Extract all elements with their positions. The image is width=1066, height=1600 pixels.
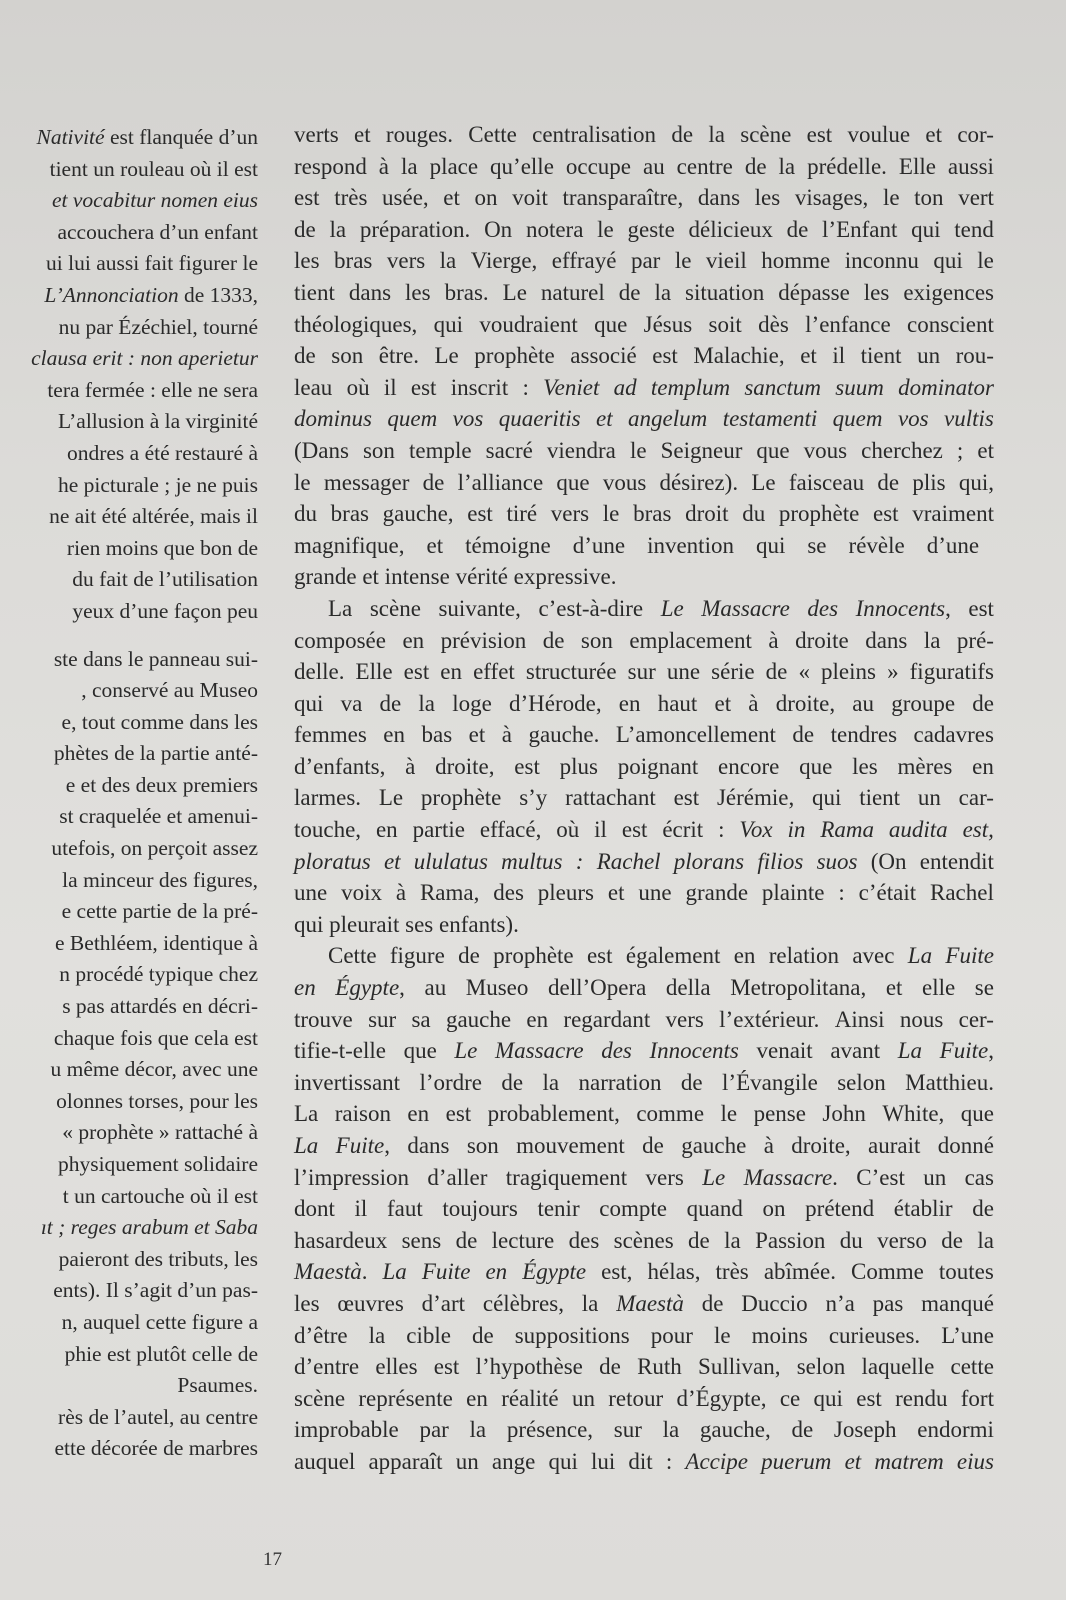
left-text-line: L’allusion à la virginité xyxy=(57,409,258,434)
left-text-line: Psaumes. xyxy=(177,1373,258,1398)
right-text-line: les œuvres d’art célèbres, la Maestà de Duccio n’a pas manqué xyxy=(294,1290,994,1316)
right-text-line: qui va de la loge d’Hérode, en haut et à droite, au groupe de xyxy=(294,690,994,716)
right-text-line: delle. Elle est en effet structurée sur une série de « pleins » figuratifs xyxy=(294,659,994,685)
left-text-line: s pas attardés en décri- xyxy=(62,994,258,1019)
right-text-line: tifie-t-elle que Le Massacre des Innocents venait avant La Fuite, xyxy=(294,1038,994,1064)
right-text-line: scène représente en réalité un retour d’Égypte, ce qui est rendu fort xyxy=(294,1385,994,1411)
left-text-line: ste dans le panneau sui- xyxy=(53,646,258,671)
right-text-line: verts et rouges. Cette centralisation de la scène est voulue et cor- xyxy=(294,122,994,147)
right-text-line: hasardeux sens de lecture des scènes de la Passion du verso de la xyxy=(294,1227,994,1253)
left-text-line: clausa erit : non aperietur xyxy=(31,346,258,371)
left-text-line: « prophète » rattaché à xyxy=(62,1120,258,1145)
right-text-line: improbable par la présence, sur la gauche, de Joseph endormi xyxy=(294,1417,994,1443)
right-text-line: magnifique, et témoigne d’une invention qui se révèle d’une xyxy=(294,532,980,558)
left-text-line: L’Annonciation de 1333, xyxy=(44,282,258,307)
right-text-line: en Égypte, au Museo dell’Opera della Metropolitana, et elle se xyxy=(294,975,994,1001)
right-text-line: larmes. Le prophète s’y rattachant est Jérémie, qui tient un car- xyxy=(294,785,994,811)
right-text-line: leau où il est inscrit : Veniet ad templum sanctum suum dominator xyxy=(294,374,994,400)
left-text-line: phètes de la partie anté- xyxy=(53,741,258,766)
page-number: 17 xyxy=(263,1549,282,1570)
right-text-line: touche, en partie effacé, où il est écrit : Vox in Rama audita est, xyxy=(294,817,994,843)
left-text-line: phie est plutôt celle de xyxy=(64,1341,258,1366)
right-text-column xyxy=(294,119,1009,1478)
left-text-line: st craquelée et amenui- xyxy=(59,804,258,829)
left-text-line: ents). Il s’agit d’un pas- xyxy=(53,1278,258,1303)
left-text-line: du fait de l’utilisation xyxy=(72,567,258,592)
left-text-line: u même décor, avec une xyxy=(50,1057,258,1082)
right-text-line: La Fuite, dans son mouvement de gauche à droite, aurait donné xyxy=(294,1133,994,1158)
left-text-line: he picturale ; je ne puis xyxy=(58,472,258,497)
left-text-line: e Bethléem, identique à xyxy=(55,930,258,955)
right-text-line: grande et intense vérité expressive. xyxy=(294,564,617,590)
right-text-line: femmes en bas et à gauche. L’amoncellement de tendres cadavres xyxy=(294,722,994,748)
left-text-column xyxy=(0,122,258,1465)
left-text-line: e et des deux premiers xyxy=(65,772,258,797)
right-text-line: trouve sur sa gauche en regardant vers l’extérieur. Ainsi nous cer- xyxy=(294,1006,994,1032)
right-text-line: le messager de l’alliance que vous désirez). Le faisceau de plis qui, xyxy=(294,469,994,495)
right-text-line: est très usée, et on voit transparaître, dans les visages, le ton vert xyxy=(294,185,994,211)
left-text-line: tient un rouleau où il est xyxy=(49,156,258,181)
left-text-line: n procédé typique chez xyxy=(59,962,258,987)
left-text-line: ıt ; reges arabum et Saba xyxy=(40,1215,258,1240)
right-text-line: invertissant l’ordre de la narration de l’Évangile selon Matthieu. xyxy=(294,1069,994,1095)
right-text-line: l’impression d’aller tragiquement vers Le Massacre. C’est un cas xyxy=(294,1164,994,1190)
left-text-line: Nativité est flanquée d’un xyxy=(36,125,258,149)
left-text-line: nu par Ézéchiel, tourné xyxy=(58,314,258,339)
left-text-line: t un cartouche où il est xyxy=(62,1183,258,1208)
right-text-line: tient dans les bras. Le naturel de la situation dépasse les exigences xyxy=(294,279,994,305)
right-text-line: de la préparation. On notera le geste délicieux de l’Enfant qui tend xyxy=(294,216,994,242)
right-text-line: les bras vers la Vierge, effrayé par le vieil homme inconnu qui le xyxy=(294,248,994,274)
right-text-line: dont il faut toujours tenir compte quand on prétend établir de xyxy=(294,1196,994,1222)
right-text-line: respond à la place qu’elle occupe au centre de la prédelle. Elle aussi xyxy=(294,153,994,179)
left-text-line: n, auquel cette figure a xyxy=(61,1309,258,1334)
left-text-line: paieront des tributs, les xyxy=(58,1246,258,1271)
left-text-line: la minceur des figures, xyxy=(62,867,258,892)
left-text-line: yeux d’une façon peu xyxy=(72,598,258,623)
right-text-line: de son être. Le prophète associé est Malachie, et il tient un rou- xyxy=(294,343,994,369)
right-text-line: qui pleurait ses enfants). xyxy=(294,911,519,937)
left-text-line: physiquement solidaire xyxy=(57,1152,258,1176)
left-text-line: rien moins que bon de xyxy=(66,535,258,560)
left-text-line: tera fermée : elle ne sera xyxy=(47,377,258,402)
right-text-line: (Dans son temple sacré viendra le Seigneur que vous cherchez ; et xyxy=(294,437,994,463)
right-text-line: d’entre elles est l’hypothèse de Ruth Sullivan, selon laquelle cette xyxy=(294,1354,994,1380)
left-text-line: e cette partie de la pré- xyxy=(61,899,258,924)
left-text-line: ui lui aussi fait figurer le xyxy=(46,251,258,276)
right-text-line: La raison en est probablement, comme le pense John White, que xyxy=(294,1101,994,1127)
left-text-line: accouchera d’un enfant xyxy=(57,219,258,244)
right-text-line: d’être la cible de suppositions pour le moins curieuses. L’une xyxy=(294,1322,994,1348)
left-text-line: ne ait été altérée, mais il xyxy=(49,504,258,529)
left-text-line: chaque fois que cela est xyxy=(53,1025,258,1050)
right-text-line: ploratus et ululatus multus : Rachel plorans filios suos (On entendit xyxy=(294,848,994,874)
right-text-line: d’enfants, à droite, est plus poignant encore que les mères en xyxy=(294,753,994,779)
left-text-line: utefois, on perçoit assez xyxy=(51,836,258,861)
right-text-line: théologiques, qui voudraient que Jésus soit dès l’enfance conscient xyxy=(294,311,994,337)
right-text-line: une voix à Rama, des pleurs et une grande plainte : c’était Rachel xyxy=(294,880,994,906)
left-text-line: , conservé au Museo xyxy=(81,678,258,703)
left-text-line: e, tout comme dans les xyxy=(61,709,258,734)
right-text-line: dominus quem vos quaeritis et angelum testamenti quem vos vultis xyxy=(294,406,994,432)
left-text-line: olonnes torses, pour les xyxy=(56,1088,258,1113)
left-text-line: ette décorée de marbres xyxy=(54,1436,258,1461)
right-text-line: composée en prévision de son emplacement à droite dans la pré- xyxy=(294,627,994,653)
right-text-line: Cette figure de prophète est également en relation avec La Fuite xyxy=(328,943,994,969)
right-text-line: Maestà. La Fuite en Égypte est, hélas, très abîmée. Comme toutes xyxy=(294,1259,994,1285)
right-text-line: auquel apparaît un ange qui lui dit : Accipe puerum et matrem eius xyxy=(294,1448,994,1474)
right-text-line: La scène suivante, c’est-à-dire Le Massacre des Innocents, est xyxy=(328,595,994,621)
left-text-line: rès de l’autel, au centre xyxy=(58,1404,258,1429)
left-text-line: et vocabitur nomen eius xyxy=(52,188,258,213)
right-text-line: du bras gauche, est tiré vers le bras droit du prophète est vraiment xyxy=(294,501,994,527)
left-text-line: ondres a été restauré à xyxy=(66,440,258,465)
